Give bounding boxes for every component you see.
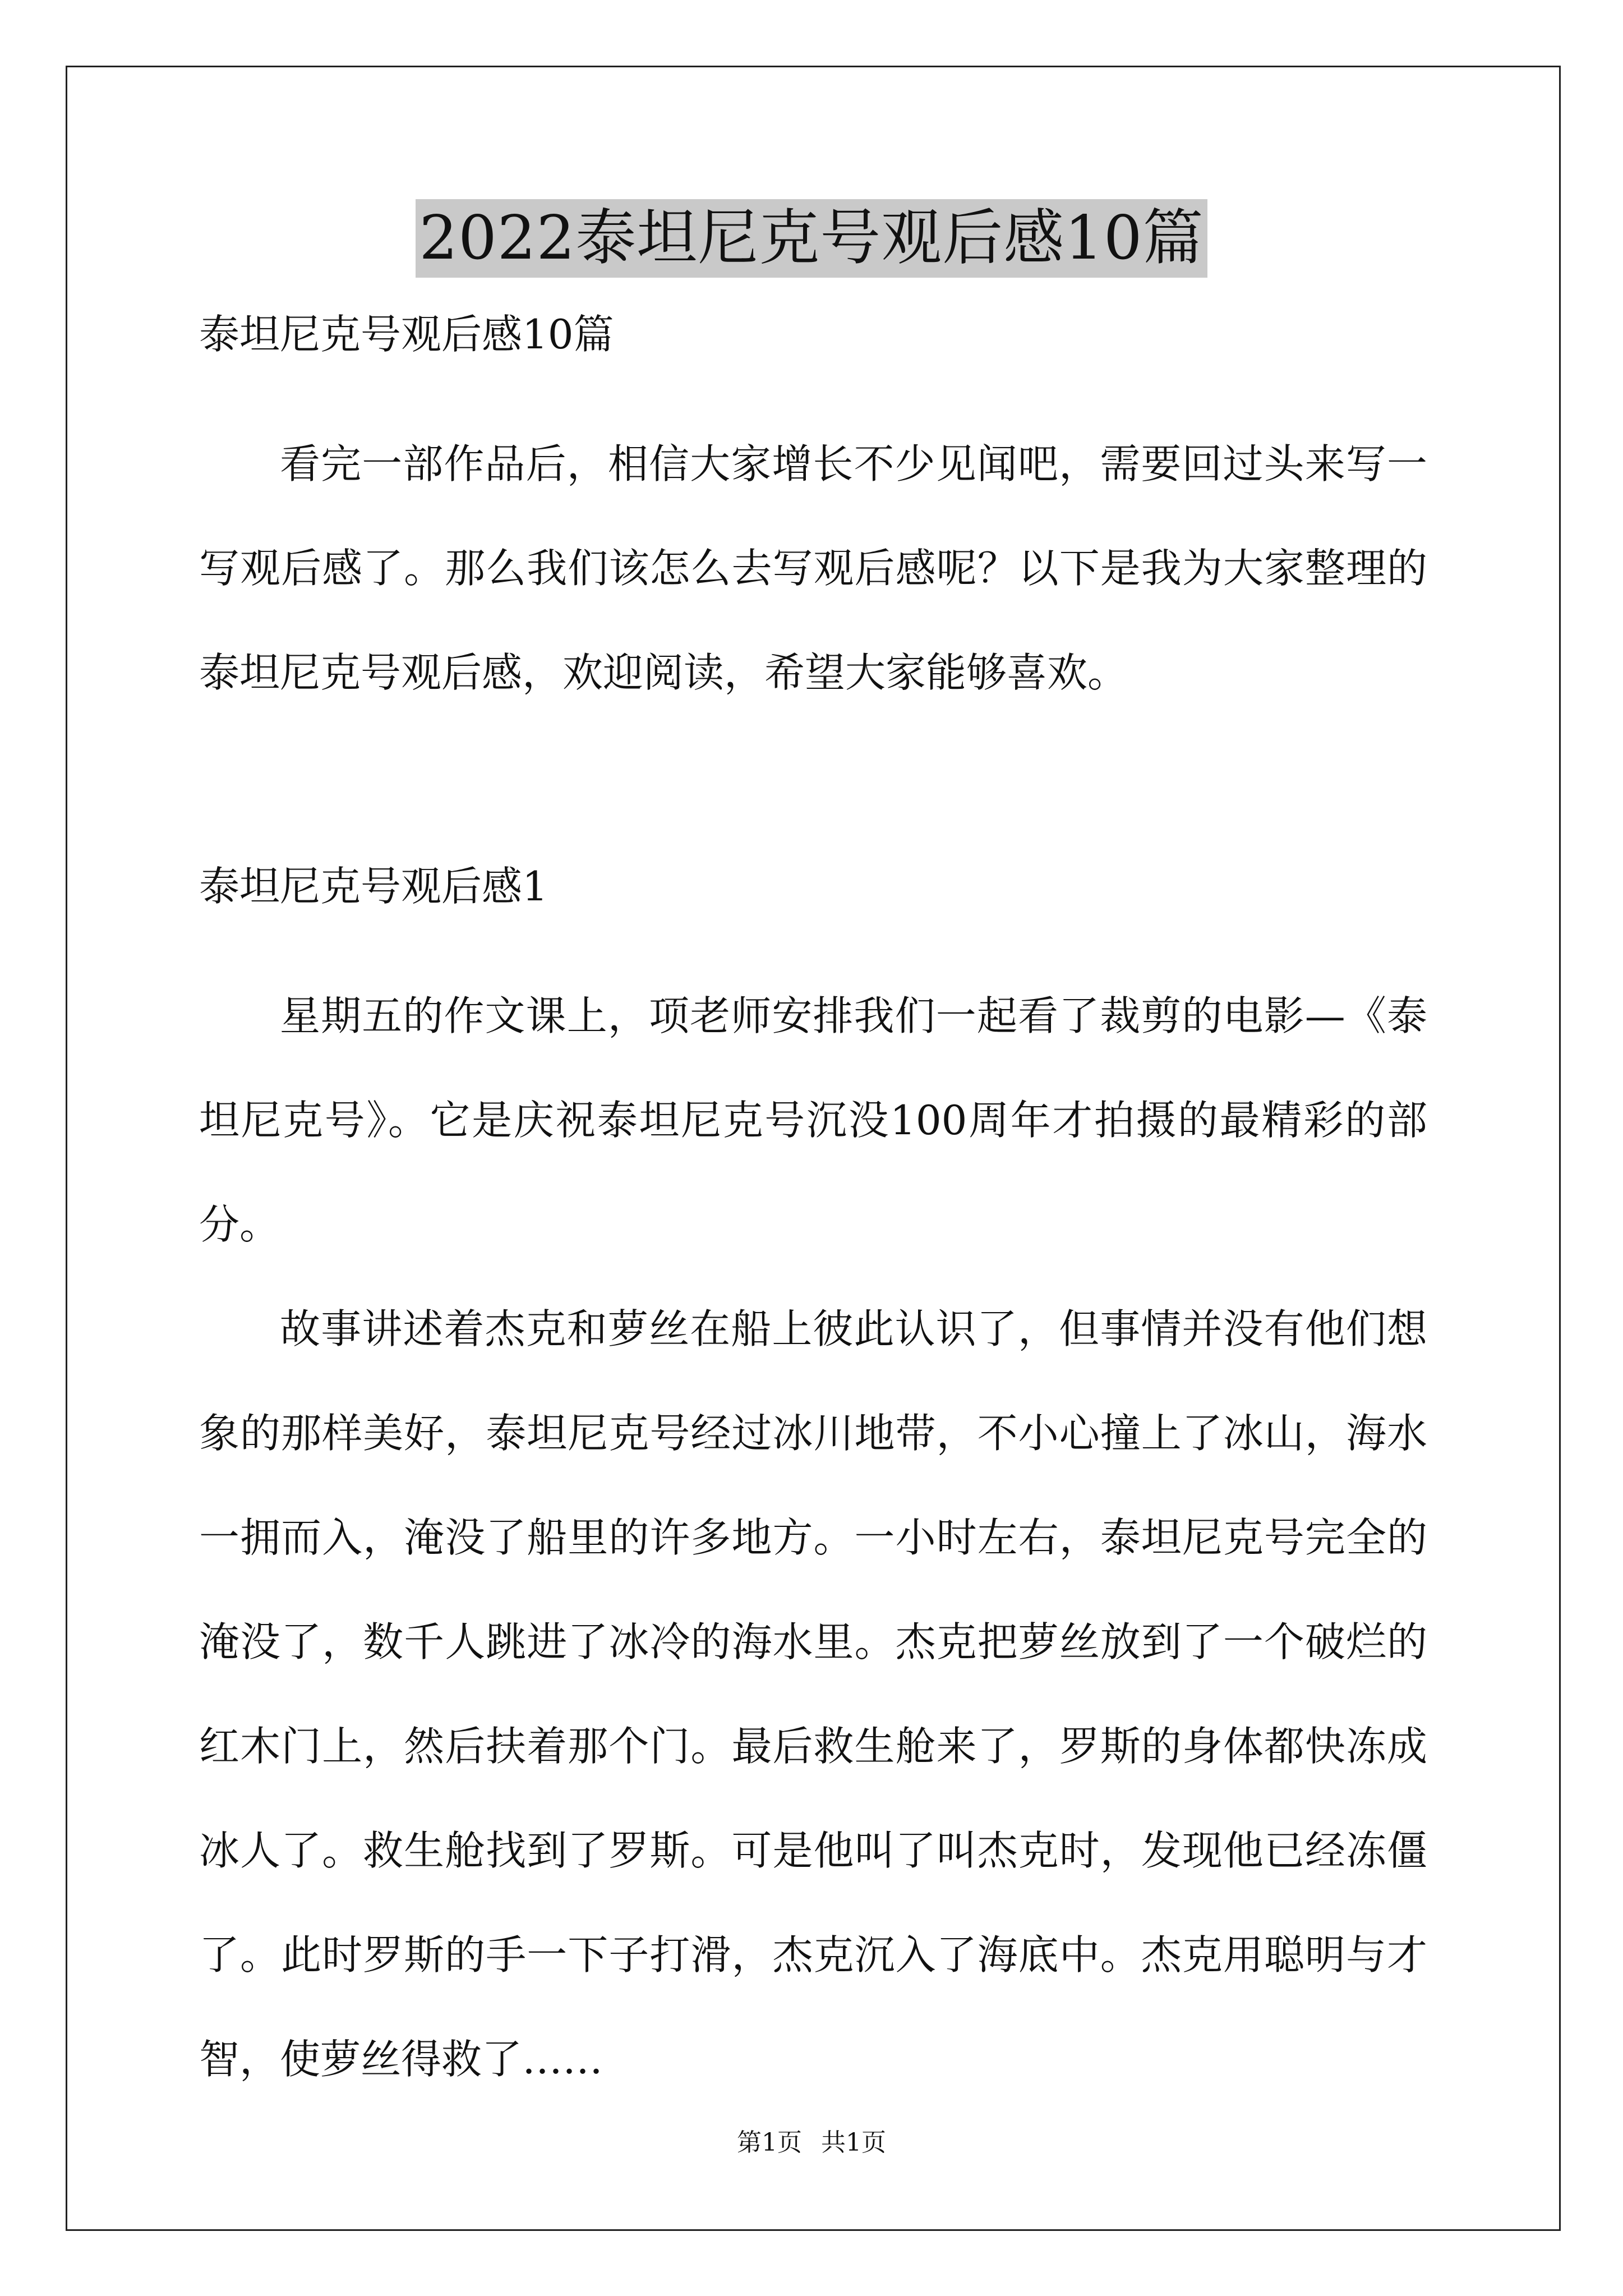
document-body bbox=[199, 307, 1427, 2111]
section-heading: 泰坦尼克号观后感1 bbox=[199, 863, 548, 910]
title-container bbox=[0, 199, 1623, 278]
body-paragraph-2: 故事讲述着杰克和萝丝在船上彼此认识了，但事情并没有他们想象的那样美好，泰坦尼克号经过冰川地带，不小心撞上了冰山，海水一拥而入，淹没了船里的许多地方。一小时左右，泰坦尼克号完全的淹没了，数千人跳进了冰冷的海水里。杰克把萝丝放到了一个破烂的红木门上，然后扶着那个门。最后救生舱来了，罗斯的身体都快冻成冰人了。救生舱找到了罗斯。可是他叫了叫杰克时，发现他已经冻僵了。此时罗斯的手一下子打滑，杰克沉入了海底中。杰克用聪明与才智，使萝丝得救了…… bbox=[199, 1305, 1427, 2083]
intro-paragraph: 看完一部作品后，相信大家增长不少见闻吧，需要回过头来写一写观后感了。那么我们该怎么去写观后感呢？以下是我为大家整理的泰坦尼克号观后感，欢迎阅读，希望大家能够喜欢。 bbox=[199, 440, 1427, 696]
page-number-total: 共1页 bbox=[821, 2128, 886, 2157]
document-title: 2022泰坦尼克号观后感10篇 bbox=[416, 199, 1207, 278]
document-subtitle: 泰坦尼克号观后感10篇 bbox=[199, 311, 614, 358]
page-number-current: 第1页 bbox=[737, 2128, 802, 2157]
body-paragraph-1: 星期五的作文课上，项老师安排我们一起看了裁剪的电影—《泰坦尼克号》。它是庆祝泰坦尼克号沉没100周年才拍摄的最精彩的部分。 bbox=[199, 992, 1427, 1248]
page-footer bbox=[0, 2126, 1623, 2160]
